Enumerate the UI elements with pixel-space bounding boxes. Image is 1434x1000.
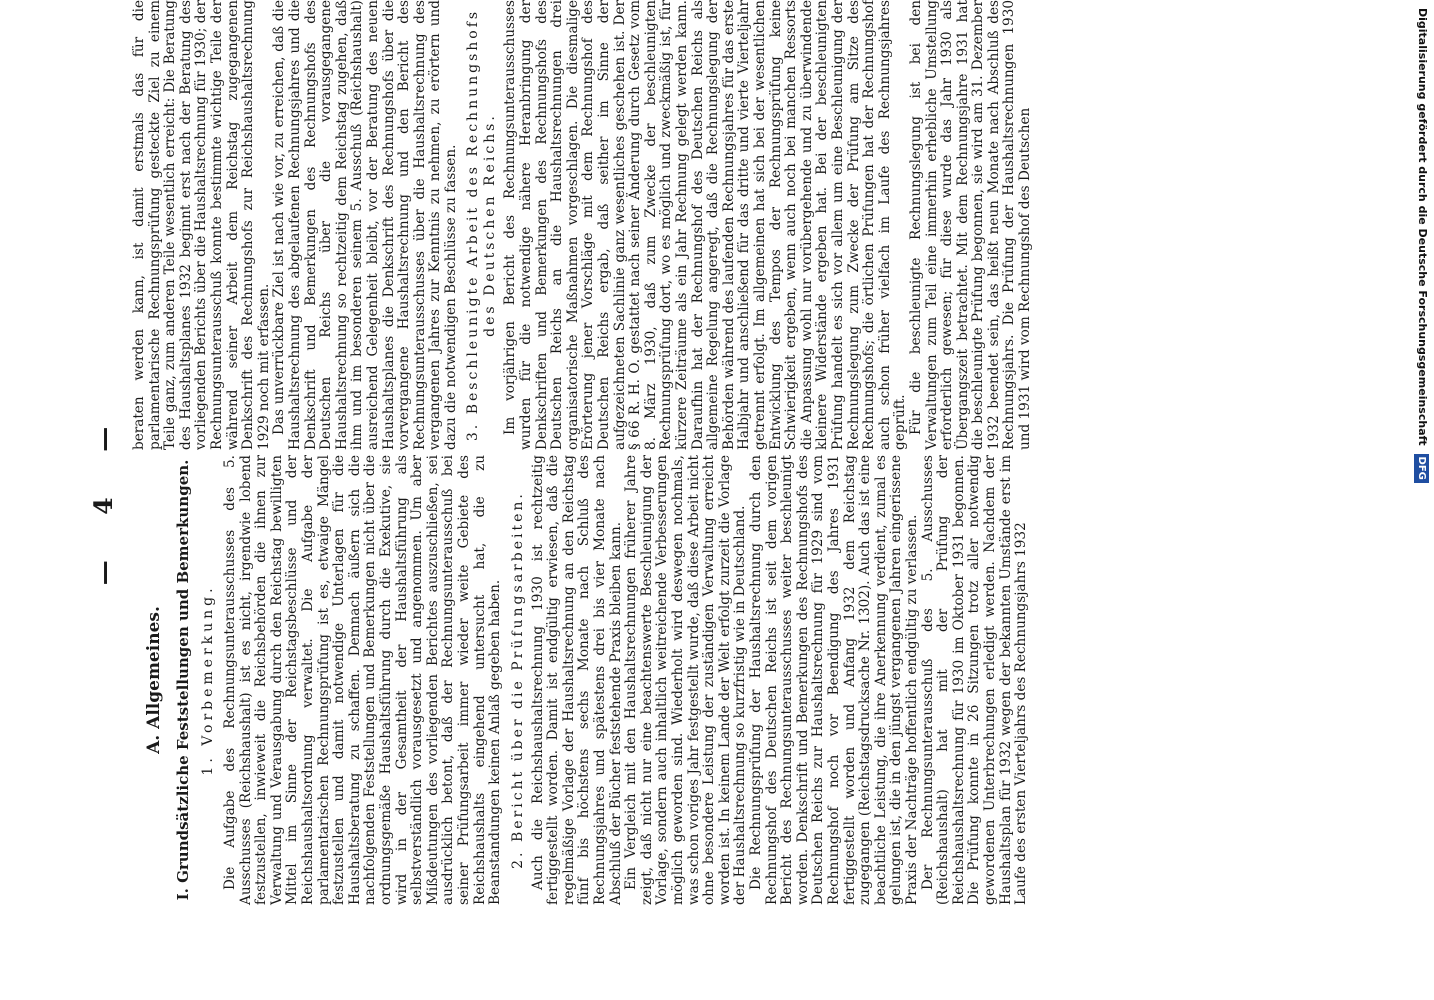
page-dash-right: — — [89, 424, 118, 452]
dfg-logo: DFG — [1414, 454, 1429, 483]
paragraph: Das unverrückbare Ziel ist nach wie vor, zu erreichen, daß die Haushaltsrechnung des abgelaufenen Rechnungsjahres und die Denkschrift und Bemerkungen des Rechnungshofs des Deutschen Reichs über die vorausgegangene Haushaltsrechnung so rechtzeitig dem Reichstag zugehen, daß ihm und im besonderen seinem 5. Ausschuß (Reichshaushalt) ausreichend Gelegenheit bleibt, vor der Beratung des neuen Haushaltsplanes die Denkschrift des Rechnungshofs über die vorvergangene Haushaltsrechnung und den Bericht des Rechnungsunterausschusses über die Haushaltsrechnung des vergangenen Jahres zur Kenntnis zu nehmen, zu erörtern und dazu die notwendigen Beschlüsse zu fassen. — [271, 0, 459, 450]
page-header — [80, 15, 128, 995]
paragraph: Die Aufgabe des Rechnungsunterausschusses des 5. Ausschusses (Reichshaushalt) ist es nicht, irgendwie lobend festzustellen, inwieweit die Reichsbehörden die ihnen zur Verwaltung und Verausgabung durch den Reichstag bewilligten Mittel im Sinne der Reichstagsbeschlüsse und der Reichshaushaltsordnung verwaltet. Die Aufgabe der parlamentarischen Rechnungsprüfung ist es, etwaige Mängel festzustellen und damit notwendige Unterlagen für die Haushaltsberatung zu schaffen. Demnach äußern sich die nachfolgenden Feststellungen und Bemerkungen nicht über die ordnungsgemäße Haushaltsführung durch die Exekutive, sie wird in der Gesamtheit der Haushaltsführung als selbstverständlich vorausgesetzt und angenommen. Um aber Mißdeutungen des vorliegenden Berichtes auszuschließen, sei ausdrücklich betont, daß der Rechnungsunterausschuß bei seiner Prüfungsarbeit immer wieder weite Gebiete des Reichshaushalts eingehend untersucht hat, die zu Beanstandungen keinen Anlaß gegeben haben. — [222, 455, 504, 905]
digitization-text: Digitalisierung gefördert durch die Deutsche Forschungsgemeinschaft — [1416, 8, 1429, 446]
page-dash-left: — — [89, 558, 118, 586]
right-column — [132, 0, 1034, 450]
subsection-3-heading: 3. Beschleunigte Arbeit des Rechnungshofs des Deutschen Reichs. — [465, 8, 499, 442]
digitization-notice — [1414, 0, 1434, 1000]
subsection-1-heading: 1. Vorbemerkung. — [200, 584, 216, 776]
left-column — [132, 455, 1030, 905]
paragraph: Auch die Reichshaushaltsrechnung 1930 ist rechtzeitig fertiggestellt worden. Damit ist endgültig erwiesen, daß die regelmäßige Vorlage der Haushaltsrechnung an den Reichstag fünf bis höchstens sechs Monate nach Schluß des Rechnungsjahres und spätestens drei bis vier Monate nach Abschluß der Bücher feststehende Praxis bleiben kann. — [529, 455, 624, 905]
paragraph: Ein Vergleich mit den Haushaltsrechnungen früherer Jahre zeigt, daß nicht nur eine beachtenswerte Beschleunigung der Vorlage, sondern auch inhaltlich weitreichende Verbesserungen möglich geworden sind. Wiederholt wird deswegen nochmals, was schon voriges Jahr festgestellt wurde, daß diese Arbeit nicht ohne besondere Leistung der zuständigen Verwaltung erreicht worden ist. In keinem Lande der Welt erfolgt zurzeit die Vorlage der Haushaltsrechnung so kurzfristig wie in Deutschland. — [623, 455, 749, 905]
section-a-heading: A. Allgemeines. — [144, 606, 164, 754]
section-i-heading: I. Grundsätzliche Feststellungen und Bemerkungen. — [174, 459, 192, 901]
paragraph: Für die beschleunigte Rechnungslegung ist bei den Verwaltungen zum Teil eine immerhin erhebliche Umstellung erforderlich gewesen; für diese wurde das Jahr 1930 als Übergangszeit betrachtet. Mit dem Rechnungsjahre 1931 hat die beschleunigte Prüfung begonnen, sie wird am 31. Dezember 1932 beendet sein, das heißt neun Monate nach Abschluß des Rechnungsjahrs. Die Prüfung der Haushaltsrechnungen 1930 und 1931 wird vom Rechnungshof des Deutschen — [907, 0, 1034, 450]
paragraph: Im vorjährigen Bericht des Rechnungsunterausschusses wurden für die notwendige nähere Heranbringung der Denkschriften und Bemerkungen des Rechnungshofs des Deutschen Reichs an die Haushaltsrechnungen drei organisatorische Maßnahmen vorgeschlagen. Die diesmalige Erörterung jener Vorschläge mit dem Rechnungshof des Deutschen Reichs ergab, daß seither im Sinne der aufgezeichneten Sachlinie ganz wesentliches geschehen ist. Der § 66 R. H. O. gestattet nach seiner Änderung durch Gesetz vom 8. März 1930, daß zum Zwecke der beschleunigten Rechnungsprüfung dort, wo es möglich und zweckmäßig ist, für kürzere Zeiträume als ein Jahr Rechnung gelegt werden kann. Daraufhin hat der Rechnungshof des Deutschen Reichs als allgemeine Regelung angeregt, daß die Rechnungslegung der Behörden während des laufenden Rechnungsjahres für das erste Halbjahr und anschließend für das dritte und vierte Vierteljahr getrennt erfolgt. Im allgemeinen hat sich bei der wesentlichen Entwicklung des Tempos der Rechnungsprüfung keine Schwierigkeit ergeben, wenn auch noch bei manchen Ressorts die Anpassung wohl nur vorübergehende und zu überwindende kleinere Widerstände ergeben hat. Bei der beschleunigten Prüfung handelt es sich vor allem um eine Beschleunigung der Rechnungslegung zum Zwecke der Prüfung am Sitze des Rechnungshofs; die örtlichen Prüfungen hat der Rechnungshof auch schon früher vielfach im Laufe des Rechnungsjahres geprüft. — [502, 0, 909, 450]
paragraph: Der Rechnungsunterausschuß des 5. Ausschusses (Reichshaushalt) hat mit der Prüfung der Reichshaushaltsrechnung für 1930 im Oktober 1931 begonnen. Die Prüfung konnte in 26 Sitzungen trotz aller notwendig gewordenen Unterbrechungen erledigt werden. Nachdem der Haushaltsplan für 1932 wegen der bekannten Umstände erst im Laufe des ersten Vierteljahrs des Rechnungsjahrs 1932 — [919, 455, 1030, 905]
rotated-page — [80, 0, 1310, 995]
paragraph: Die Rechnungsprüfung der Haushaltsrechnung durch den Rechnungshof des Deutschen Reichs ist seit dem vorigen Bericht des Rechnungsunterausschusses weiter beschleunigt worden. Denkschrift und Bemerkungen des Rechnungshofs des Deutschen Reichs zur Haushaltsrechnung für 1929 sind vom Rechnungshof noch vor Beendigung des Jahres 1931 fertiggestellt worden und Anfang 1932 dem Reichstag zugegangen (Reichstagsdrucksache Nr. 1302). Auch das ist eine beachtliche Leistung, die ihre Anerkennung verdient, zumal es gelungen ist, die in den jüngst vergangenen Jahren eingerissene Praxis der Nachträge hoffentlich endgültig zu verlassen. — [748, 455, 920, 905]
subsection-2-heading: 2. Bericht über die Prüfungsarbeiten. — [509, 491, 526, 869]
paragraph: beraten werden kann, ist damit erstmals das für die parlamentarische Rechnungsprüfung gesteckte Ziel zu einem Teile ganz, zum anderen Teile wesentlich erreicht: Die Beratung des Haushaltsplanes 1932 beginnt erst nach der Beratung des vorliegenden Berichts über die Haushaltsrechnung für 1930; der Rechnungsunterausschuß konnte bestimmte wichtige Teile der während seiner Arbeit dem Reichstag zugegangenen Denkschrift des Rechnungshofs zur Reichshaushaltsrechnung 1929 noch mit erfassen. — [131, 0, 272, 450]
page-number: 4 — [89, 495, 118, 515]
